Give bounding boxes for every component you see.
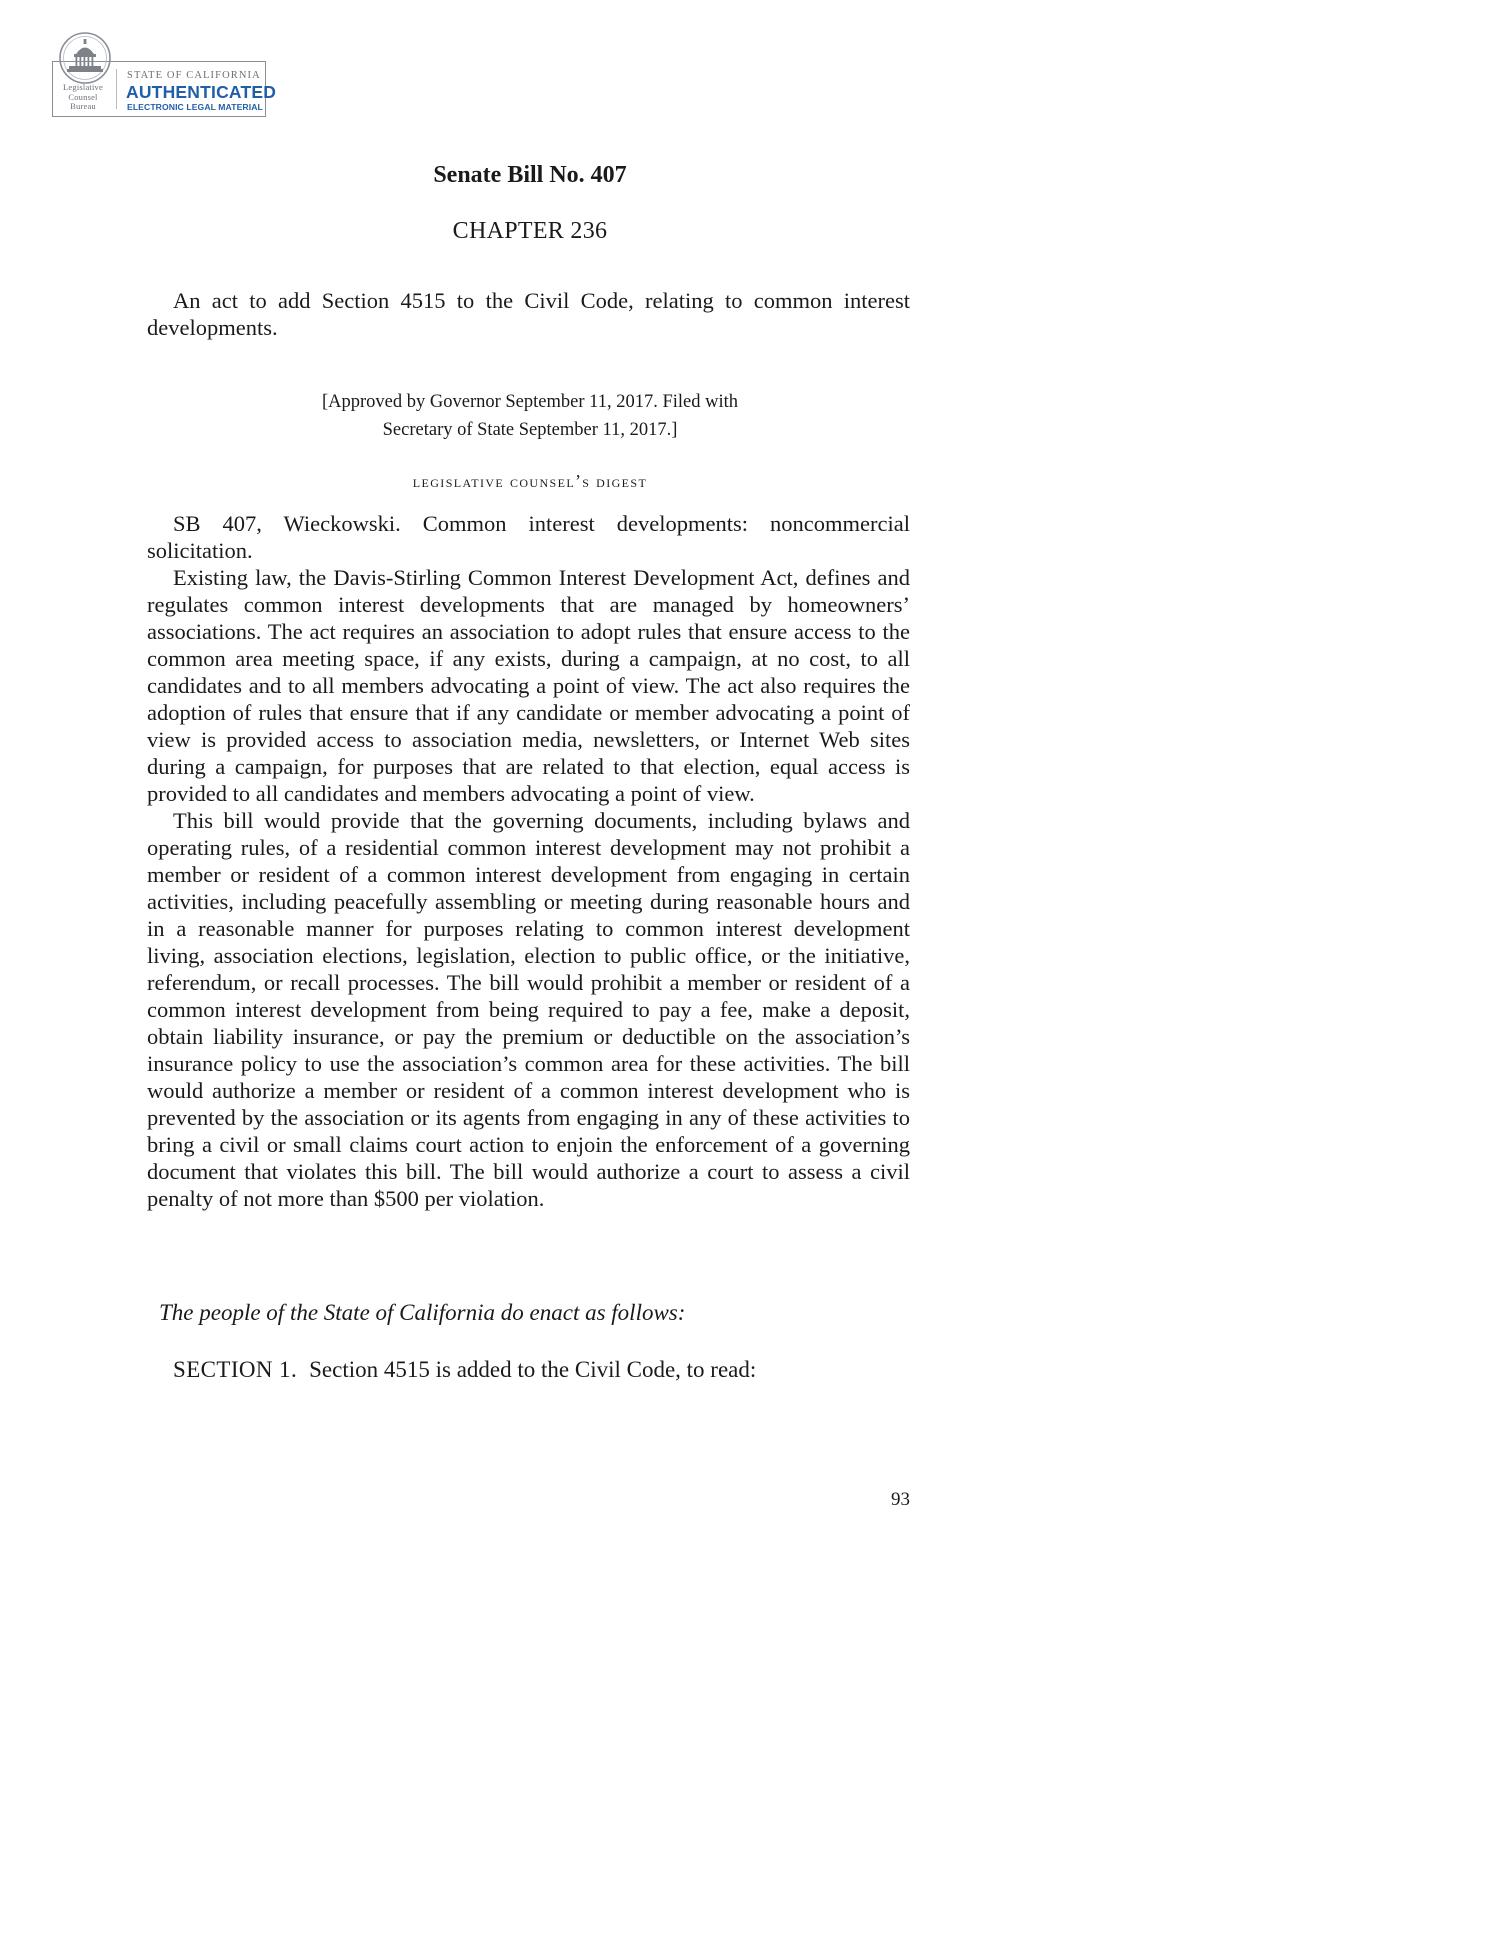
authentication-badge xyxy=(52,31,277,117)
enacting-clause: The people of the State of California do enact as follows: xyxy=(159,1300,686,1325)
digest-paragraph: SB 407, Wieckowski. Common interest developments: noncommercial solicitation. xyxy=(147,511,910,563)
section-text: Section 4515 is added to the Civil Code, to read: xyxy=(309,1357,757,1382)
digest-paragraph: Existing law, the Davis-Stirling Common Interest Development Act, defines and regulates common interest developments that are managed by homeowners’ associations. The act requires an association to adopt rules that ensure access to the common area meeting space, if any exists, during a campaign, at no cost, to all candidates and to all members advocating a point of view. The act also requires the adoption of rules that ensure that if any candidate or member advocating a point of view is provided access to association media, newsletters, or Internet Web sites during a campaign, for purposes that are related to that election, equal access is provided to all candidates and members advocating a point of view. xyxy=(147,565,910,806)
capitol-dome-icon xyxy=(58,31,112,85)
badge-divider xyxy=(116,69,117,109)
digest-paragraph: This bill would provide that the governing documents, including bylaws and operating rules, of a residential common interest development may not prohibit a member or resident of a common interest development from engaging in certain activities, including peacefully assembling or meeting during reasonable hours and in a reasonable manner for purposes relating to common interest development living, association elections, legislation, election to public office, or the initiative, referendum, or recall processes. The bill would prohibit a member or resident of a common interest development from being required to pay a fee, make a deposit, obtain liability insurance, or pay the premium or deductible on the association’s insurance policy to use the association’s common area for these activities. The bill would authorize a member or resident of a common interest development who is prevented by the association or its agents from engaging in any of these activities to bring a civil or small claims court action to enjoin the enforcement of a governing document that violates this bill. The bill would authorize a court to assess a civil penalty of not more than $500 per violation. xyxy=(147,808,910,1211)
section-label: SECTION 1. xyxy=(173,1357,298,1382)
act-summary: An act to add Section 4515 to the Civil Code, relating to common interest developments. xyxy=(147,288,910,340)
approval-line-2: Secretary of State September 11, 2017.] xyxy=(382,420,678,440)
seal-line: Counsel xyxy=(68,91,98,102)
digest-body xyxy=(147,510,910,1212)
badge-electronic-label: ELECTRONIC LEGAL MATERIAL xyxy=(127,102,263,112)
bill-title: Senate Bill No. 407 xyxy=(433,162,627,188)
seal-line: Legislative xyxy=(63,82,103,92)
approval-line-1: [Approved by Governor September 11, 2017. Filed with xyxy=(321,392,738,412)
page-number: 93 xyxy=(891,1489,910,1510)
digest-heading: legislative counsel’s digest xyxy=(412,471,648,491)
seal-caption xyxy=(54,83,112,112)
badge-state-label: STATE OF CALIFORNIA xyxy=(127,70,261,81)
chapter-number: CHAPTER 236 xyxy=(452,218,608,244)
badge-authenticated-label: AUTHENTICATED xyxy=(126,82,277,102)
section-1 xyxy=(173,1357,756,1383)
seal-line: Bureau xyxy=(70,101,96,111)
